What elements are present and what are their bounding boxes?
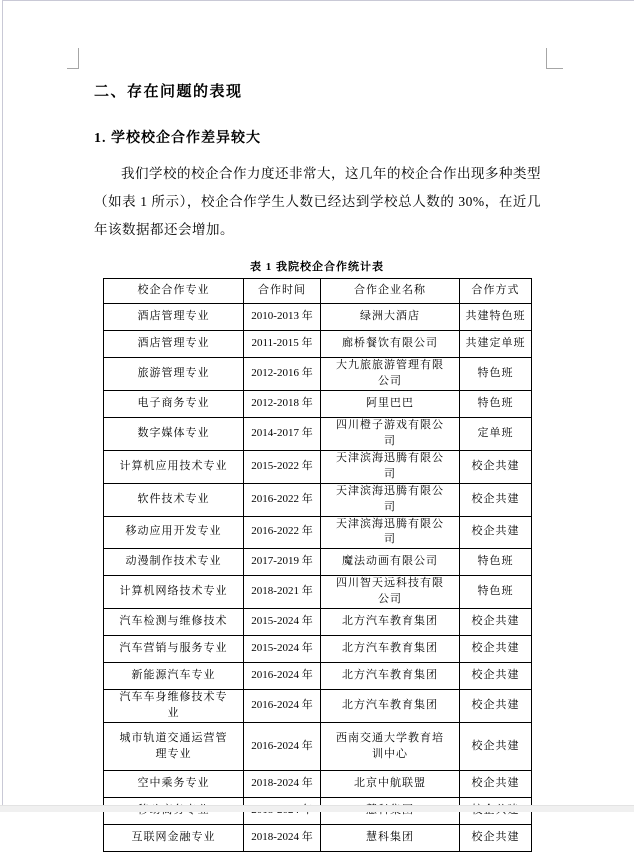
table-cell: 天津滨海迅腾有限公司 [321,516,460,549]
table-cell: 北方汽车教育集团 [321,690,460,723]
table-header-row [104,279,532,304]
column-header: 合作时间 [244,279,321,304]
table-cell: 2018-2021 年 [244,576,321,609]
table-cell: 特色班 [460,358,532,391]
table-cell: 空中乘务专业 [104,771,244,798]
table-cell: 阿里巴巴 [321,390,460,417]
table-cell: 北方汽车教育集团 [321,636,460,663]
table-row [104,825,532,852]
table-row [104,723,532,771]
table-cell: 慧科集团 [321,825,460,852]
column-header: 合作方式 [460,279,532,304]
table-cell: 北方汽车教育集团 [321,663,460,690]
table-row [104,663,532,690]
table-cell: 校企共建 [460,771,532,798]
table-cell: 廊桥餐饮有限公司 [321,331,460,358]
table-cell: 绿洲大酒店 [321,304,460,331]
table-cell: 计算机网络技术专业 [104,576,244,609]
table-cell: 2015-2024 年 [244,636,321,663]
table-cell: 大九旅旅游管理有限公司 [321,358,460,391]
table-cell: 四川橙子游戏有限公司 [321,417,460,450]
table-cell: 旅游管理专业 [104,358,244,391]
body-paragraph: 我们学校的校企合作力度还非常大，这几年的校企合作出现多种类型（如表 1 所示），校企合作学生人数已经达到学校总人数的 30%，在近几年该数据都还会增加。 [94,166,541,237]
table-row [104,331,532,358]
table-cell: 校企共建 [460,636,532,663]
cooperation-table [103,278,532,852]
table-cell: 互联网金融专业 [104,825,244,852]
table-cell: 校企共建 [460,609,532,636]
table-cell: 汽车车身维修技术专业 [104,690,244,723]
table-cell: 2016-2024 年 [244,690,321,723]
table-cell: 共建定单班 [460,331,532,358]
table-cell: 汽车营销与服务专业 [104,636,244,663]
table-cell: 四川智天远科技有限公司 [321,576,460,609]
table-cell: 校企共建 [460,450,532,483]
table-cell: 校企共建 [460,516,532,549]
bottom-scroll-strip [0,805,634,812]
table-cell: 共建特色班 [460,304,532,331]
margin-crop-mark-left [67,48,79,69]
table-cell: 校企共建 [460,690,532,723]
table-cell: 数字媒体专业 [104,417,244,450]
table-row [104,417,532,450]
table-row [104,690,532,723]
table-cell: 特色班 [460,390,532,417]
page-edge-top [2,0,634,1]
table-cell: 电子商务专业 [104,390,244,417]
table-cell: 西南交通大学教育培训中心 [321,723,460,771]
table-cell: 移动应用开发专业 [104,516,244,549]
table-cell: 2018-2024 年 [244,825,321,852]
subsection-heading: 1. 学校校企合作差异较大 [94,131,261,146]
table-row [104,576,532,609]
table-cell: 校企共建 [460,723,532,771]
table-cell: 定单班 [460,417,532,450]
column-header: 合作企业名称 [321,279,460,304]
margin-crop-mark-right [546,48,563,69]
table-cell: 2012-2018 年 [244,390,321,417]
table-row [104,636,532,663]
table-cell: 2017-2019 年 [244,549,321,576]
table-cell: 北京中航联盟 [321,771,460,798]
table-cell: 特色班 [460,549,532,576]
table-cell: 校企共建 [460,663,532,690]
table-row [104,450,532,483]
table-cell: 天津滨海迅腾有限公司 [321,450,460,483]
table-row [104,549,532,576]
table-row [104,771,532,798]
column-header: 校企合作专业 [104,279,244,304]
table-row [104,358,532,391]
table-cell: 城市轨道交通运营管理专业 [104,723,244,771]
table-cell: 校企共建 [460,825,532,852]
page-edge-left [2,0,3,812]
table-cell: 酒店管理专业 [104,304,244,331]
table-header [104,279,532,304]
table-cell: 2015-2024 年 [244,609,321,636]
table-cell: 校企共建 [460,483,532,516]
table-cell: 动漫制作技术专业 [104,549,244,576]
table-cell: 北方汽车教育集团 [321,609,460,636]
table-cell: 2014-2017 年 [244,417,321,450]
table-cell: 2015-2022 年 [244,450,321,483]
table-cell: 2011-2015 年 [244,331,321,358]
table-row [104,609,532,636]
table-cell: 软件技术专业 [104,483,244,516]
table-cell: 2010-2013 年 [244,304,321,331]
table-row [104,516,532,549]
section-heading: 二、存在问题的表现 [94,84,243,100]
table-row [104,390,532,417]
table-cell: 魔法动画有限公司 [321,549,460,576]
table-caption: 表 1 我院校企合作统计表 [250,261,384,273]
table-cell: 2018-2024 年 [244,771,321,798]
table-cell: 2012-2016 年 [244,358,321,391]
table-cell: 酒店管理专业 [104,331,244,358]
table-cell: 新能源汽车专业 [104,663,244,690]
table-cell: 2016-2024 年 [244,723,321,771]
table-cell: 2016-2022 年 [244,483,321,516]
table-cell: 2016-2024 年 [244,663,321,690]
table-cell: 天津滨海迅腾有限公司 [321,483,460,516]
table-row [104,304,532,331]
table-row [104,483,532,516]
table-cell: 计算机应用技术专业 [104,450,244,483]
table-cell: 汽车检测与维修技术 [104,609,244,636]
table-cell: 特色班 [460,576,532,609]
table-cell: 2016-2022 年 [244,516,321,549]
table-body [104,304,532,852]
